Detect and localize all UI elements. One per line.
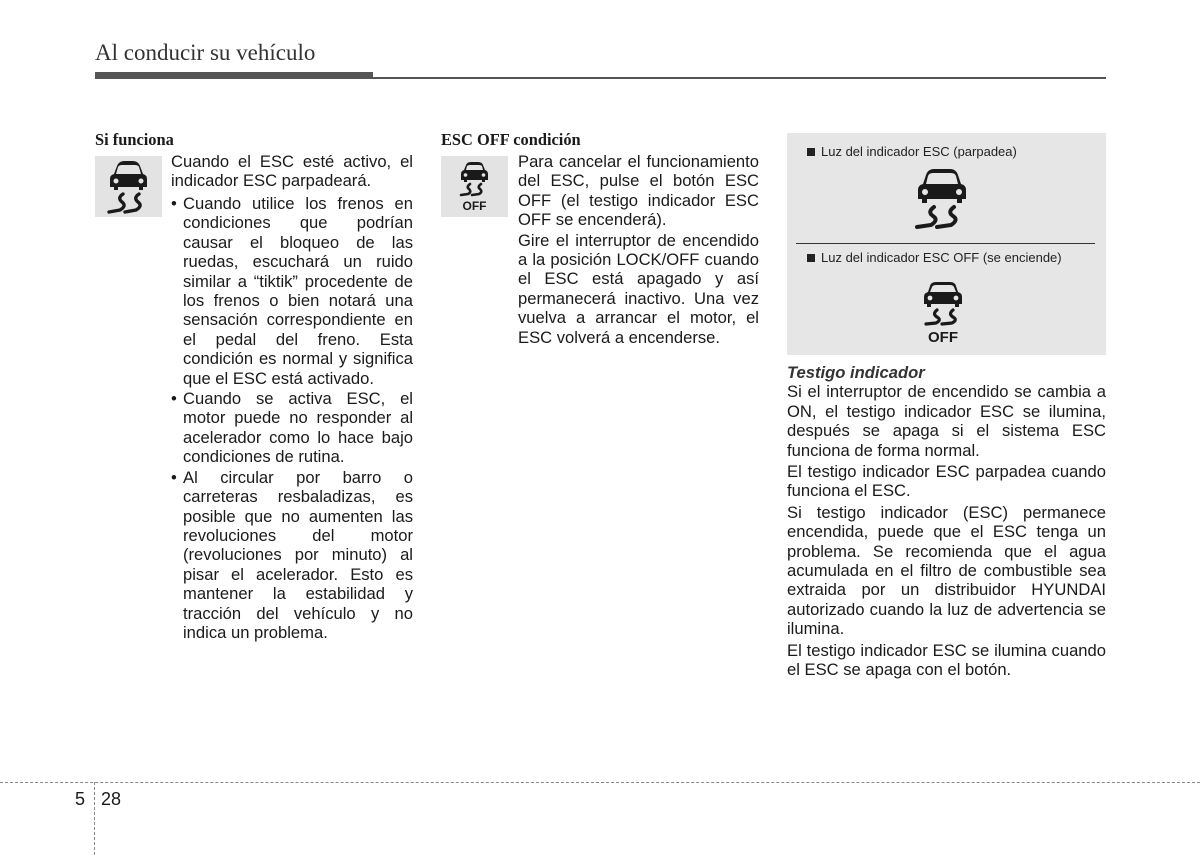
middle-body bbox=[518, 152, 759, 347]
esc-off-icon-label: OFF bbox=[462, 199, 487, 213]
section-heading-si-funciona: Si funciona bbox=[95, 130, 174, 149]
right-para-1: Si el interruptor de encendido se cambia a ON, el testigo indicador ESC se ilumina, después se apaga si el sistema ESC funciona de forma normal. bbox=[787, 382, 1106, 460]
esc-off-icon bbox=[920, 279, 966, 347]
left-bullet-2: • Cuando se activa ESC, el motor puede no responder al acelerador como lo hace bajo condiciones de rutina. bbox=[171, 389, 413, 467]
section-heading-esc-off: ESC OFF condición bbox=[441, 130, 581, 149]
testigo-indicador-heading: Testigo indicador bbox=[787, 363, 925, 382]
indicator-caption-blinking bbox=[807, 144, 1017, 159]
footer-divider bbox=[0, 782, 1200, 783]
left-bullet-list bbox=[171, 193, 413, 642]
esc-skid-icon bbox=[95, 156, 162, 217]
left-bullet-3: • Al circular por barro o carreteras resbaladizas, es posible que no aumenten las revoluciones del motor (revoluciones por minuto) al pisar el acelerador. Esto es mantener la estabilidad y tracción del vehículo y no indica un problema. bbox=[171, 468, 413, 643]
esc-skid-icon bbox=[912, 167, 972, 231]
chapter-number: 5 bbox=[75, 789, 86, 809]
indicator-caption-off bbox=[807, 250, 1062, 265]
right-para-4: El testigo indicador ESC se ilumina cuando el ESC se apaga con el botón. bbox=[787, 640, 1106, 680]
left-intro: Cuando el ESC esté activo, el indicador ESC parpadeará. bbox=[171, 152, 413, 191]
right-body bbox=[787, 363, 1106, 680]
indicator-caption-blinking-text: Luz del indicador ESC (parpadea) bbox=[821, 144, 1017, 159]
indicator-divider bbox=[796, 243, 1095, 244]
indicator-panel bbox=[787, 133, 1106, 355]
indicator-caption-off-text: Luz del indicador ESC OFF (se enciende) bbox=[821, 250, 1062, 265]
middle-para-1: Para cancelar el funcionamiento del ESC, pulse el botón ESC OFF (el testigo indicador ESC OFF se encenderá). bbox=[518, 152, 759, 230]
header-rule-thin bbox=[373, 77, 1106, 79]
header-rule-thick bbox=[95, 72, 373, 79]
footer-vertical-divider bbox=[94, 782, 95, 855]
left-bullet-1: • Cuando utilice los frenos en condiciones que podrían causar el bloqueo de las ruedas, escuchará un ruido similar a “tiktik” procedente de los frenos o bien notará una sensación correspondiente en el pedal del freno. Esta condición es normal y significa que el ESC está activado. bbox=[171, 194, 413, 388]
indicator-off-label: OFF bbox=[928, 329, 958, 346]
page-number: 28 bbox=[101, 789, 122, 809]
right-para-2: El testigo indicador ESC parpadea cuando funciona el ESC. bbox=[787, 462, 1106, 501]
right-para-3: Si testigo indicador (ESC) permanece encendida, puede que el ESC tenga un problema. Se recomienda que el agua acumulada en el filtro de combustible sea extraida por un distribuidor HYUNDAI autorizado cuando la luz de advertencia se ilumina. bbox=[787, 502, 1106, 639]
esc-off-icon bbox=[441, 156, 508, 217]
page-header-title: Al conducir su vehículo bbox=[95, 40, 316, 65]
middle-para-2: Gire el interruptor de encendido a la posición LOCK/OFF cuando el ESC está apagado y así permanecerá inactivo. Una vez vuelva a arrancar el motor, el ESC volverá a encenderse. bbox=[518, 230, 759, 347]
